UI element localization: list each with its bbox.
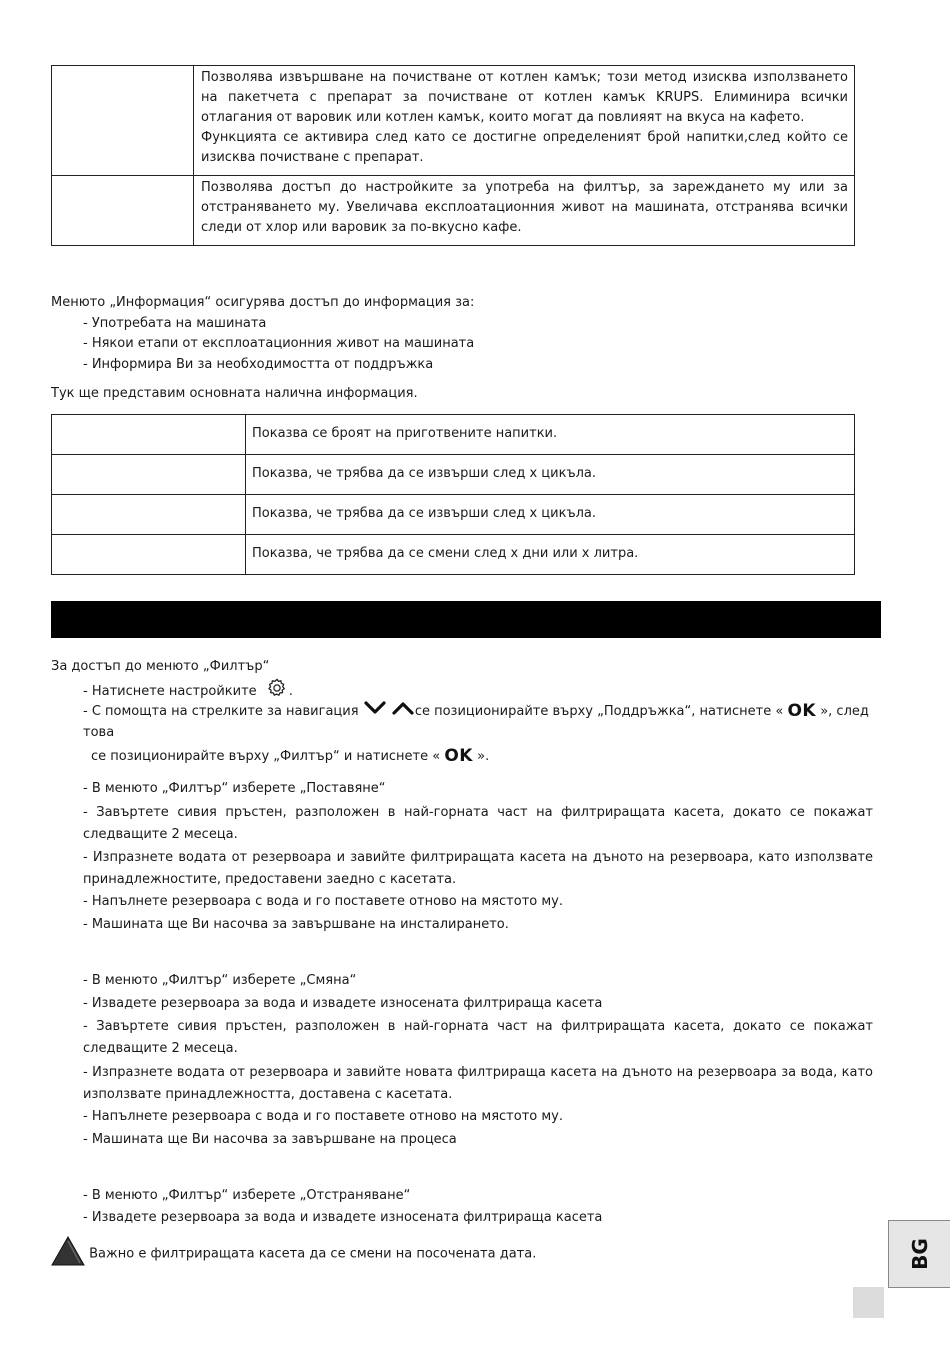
step-text: », след това: [83, 704, 869, 740]
step-text: - Изпразнете водата от резервоара и завийте новата филтрираща касета на дъното на резервоара за вода, като използвате принадлежността, доставена с касетата.: [83, 1065, 873, 1102]
step-text: - Завъртете сивия пръстен, разположен в най-горната част на филтриращата касета, докато се покажат следващите 2 месеца.: [83, 1019, 873, 1056]
list-item: [83, 700, 873, 767]
info-note: Тук ще представим основната налична информация.: [51, 386, 418, 401]
warning-triangle-icon: [51, 1236, 85, 1273]
list-item: [83, 1016, 873, 1060]
table-text-cell: Позволява достъп до настройките за употреба на филтър, за зареждането му или за отстраняването му. Увеличава експлоатационния живот на машината, отстранява всички следи от хлор или варовик за по-вкусно кафе.: [194, 176, 855, 246]
table-label-cell: [52, 455, 246, 495]
list-item: - Употребата на машината: [83, 316, 267, 331]
page-number-box: [853, 1287, 884, 1318]
step-text: - Завъртете сивия пръстен, разположен в най-горната част на филтриращата касета, докато се покажат следващите 2 месеца.: [83, 805, 873, 842]
step-text: се позиционирайте върху „Филтър“ и натиснете «: [91, 749, 441, 764]
chevron-down-icon: [363, 700, 387, 723]
list-item: - Машината ще Ви насочва за завършване на инсталирането.: [83, 917, 509, 932]
filter-access-title: За достъп до менюто „Филтър“: [51, 659, 270, 674]
list-item: [83, 847, 873, 891]
list-item: - Машината ще Ви насочва за завършване на процеса: [83, 1132, 457, 1147]
warning-text: Важно е филтриращата касета да се смени на посочената дата.: [89, 1246, 537, 1262]
table-text-cell: Показва, че трябва да се смени след x дни или x литра.: [246, 535, 855, 575]
table-label-cell: [52, 176, 194, 246]
section-header-band: [51, 601, 881, 638]
warning-note: [51, 1236, 536, 1273]
functions-table: [51, 65, 855, 246]
list-item: - Извадете резервоара за вода и извадете износената филтрираща касета: [83, 996, 603, 1011]
language-tab-label: BG: [908, 1238, 932, 1270]
list-item: - Информира Ви за необходимостта от поддръжка: [83, 357, 434, 372]
step-text: се позиционирайте върху „Поддръжка“, натиснете «: [414, 704, 784, 719]
table-label-cell: [52, 495, 246, 535]
step-text: ».: [477, 749, 490, 764]
cell-paragraph: Функцията се активира след като се достигне определеният брой напитки,след който се изисква почистване с препарат.: [201, 130, 848, 165]
list-item: - Извадете резервоара за вода и извадете износената филтрираща касета: [83, 1210, 603, 1225]
step-text: - Натиснете настройките: [83, 684, 257, 699]
step-continuation: [83, 746, 873, 767]
ok-button-label: OK: [444, 746, 473, 766]
list-item: - Напълнете резервоара с вода и го поставете отново на мястото му.: [83, 1109, 564, 1124]
list-item: - В менюто „Филтър“ изберете „Поставяне“: [83, 781, 386, 796]
table-text-cell: Показва, че трябва да се извърши след x цикъла.: [246, 495, 855, 535]
information-table: [51, 414, 855, 575]
step-text: - Изпразнете водата от резервоара и завийте филтриращата касета на дъното на резервоара, като използвате принадлежностите, предоставени заедно с касетата.: [83, 850, 873, 887]
table-label-cell: [52, 535, 246, 575]
descaling-description: [201, 68, 848, 168]
table-text-cell: Показва, че трябва да се извърши след x цикъла.: [246, 455, 855, 495]
table-row: [52, 176, 855, 246]
chevron-up-icon: [391, 700, 415, 723]
list-item: [83, 1062, 873, 1106]
list-item: - В менюто „Филтър“ изберете „Отстраняване“: [83, 1188, 411, 1203]
list-item: - Напълнете резервоара с вода и го поставете отново на мястото му.: [83, 894, 564, 909]
language-tab: [888, 1220, 950, 1288]
table-row: [52, 66, 855, 176]
table-row: [52, 495, 855, 535]
table-row: [52, 455, 855, 495]
list-item: - Някои етапи от експлоатационния живот на машината: [83, 336, 475, 351]
cell-paragraph: Позволява извършване на почистване от котлен камък; този метод изисква използването на пакетчета с препарат за почистване от котлен камък KRUPS. Елиминира всички отлагания от варовик или котлен камък, които могат да повлияят на вкуса на кафето.: [201, 70, 848, 125]
ok-button-label: OK: [787, 701, 817, 721]
table-row: [52, 535, 855, 575]
step-text: - С помощта на стрелките за навигация: [83, 704, 359, 719]
info-intro: Менюто „Информация“ осигурява достъп до информация за:: [51, 295, 475, 310]
table-label-cell: [52, 66, 194, 176]
table-text-cell: [194, 66, 855, 176]
table-row: [52, 415, 855, 455]
list-item: - В менюто „Филтър“ изберете „Смяна“: [83, 973, 357, 988]
step-text: .: [288, 684, 293, 699]
table-label-cell: [52, 415, 246, 455]
list-item: [83, 802, 873, 846]
table-text-cell: Показва се броят на приготвените напитки.: [246, 415, 855, 455]
